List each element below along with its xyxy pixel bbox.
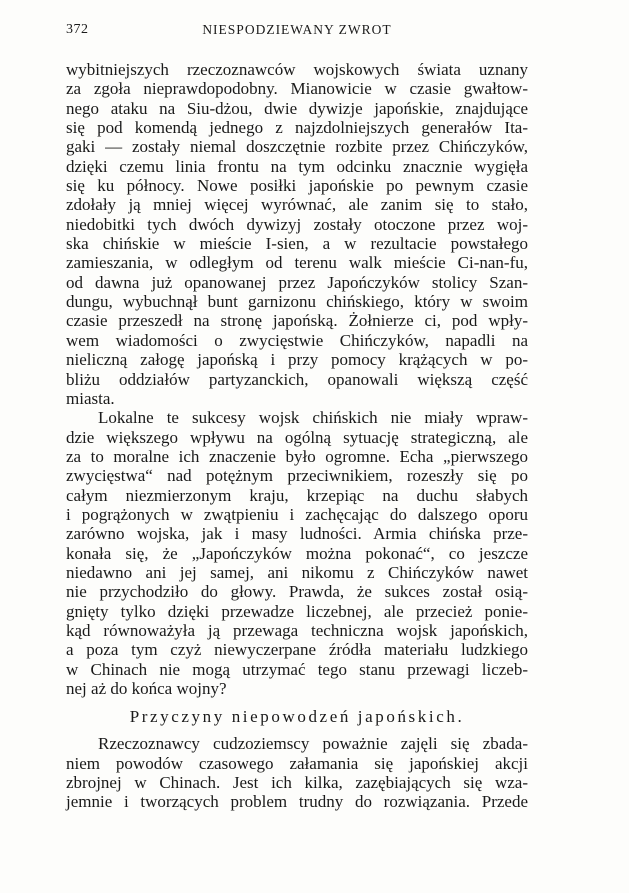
running-title: NIESPODZIEWANY ZWROT [202, 22, 392, 37]
text-line: zamieszania, w odległym od terenu walk mieście Ci-nan-fu, [66, 253, 528, 273]
text-line: od dawna już opanowanej przez Japończyków stolicy Szan- [66, 272, 528, 292]
running-head [66, 22, 528, 40]
text-line: niem powodów czasowego załamania się japońskiej akcji [66, 753, 528, 773]
text-line: jemnie i tworzących problem trudny do rozwiązania. Przede [66, 792, 528, 812]
text-line: zwycięstwa“ nad potężnym przeciwnikiem, rozeszły się po [66, 466, 528, 486]
text-line: konała się, że „Japończyków można pokonać“, co jeszcze [66, 543, 528, 563]
text-line: w Chinach nie mogą utrzymać tego stanu przewagi liczeb- [66, 659, 528, 679]
text-line: czasie przeszedł na stronę japońską. Żołnierze ci, pod wpły- [66, 311, 528, 331]
text-line: nieliczną załogę japońską i przy pomocy krążących w po- [66, 350, 528, 370]
text-line: nego ataku na Siu-dżou, dwie dywizje japońskie, znajdujące [66, 98, 528, 118]
text-line: kąd równoważyła ją przewaga techniczna wojsk japońskich, [66, 620, 528, 640]
text-line: nie przychodziło do głowy. Prawda, że sukces został osią- [66, 582, 528, 602]
text-line: dzięki czemu linia frontu na tym odcinku znacznie wygięła [66, 156, 528, 176]
text-line: niedobitki tych dwóch dywizyj zostały otoczone przez woj- [66, 214, 528, 234]
text-line: zarówno wojska, jak i masy ludności. Armia chińska prze- [66, 524, 528, 544]
section-heading: Przyczyny niepowodzeń japońskich. [129, 707, 465, 727]
text-line: miasta. [66, 388, 115, 408]
text-line: za zgoła nieprawdopodobny. Mianowicie w czasie gwałtow- [66, 79, 528, 99]
text-line: ska chińskie w mieście I-sien, a w rezultacie powstałego [66, 234, 528, 254]
text-line: całym niezmierzonym kraju, krzepiąc na duchu słabych [66, 485, 528, 505]
text-line: dzie większego wpływu na ogólną sytuację strategiczną, ale [66, 427, 528, 447]
text-line: gnięty tylko dzięki przewadze liczebnej, ale przecież ponie- [66, 601, 528, 621]
text-line: wybitniejszych rzeczoznawców wojskowych świata uznany [66, 60, 528, 79]
text-line: dungu, wybuchnął bunt garnizonu chińskiego, który w swoim [66, 292, 528, 312]
text-line: Rzeczoznawcy cudzoziemscy poważnie zajęli się zbada- [98, 734, 528, 754]
text-line: niedawno ani jej samej, ani nikomu z Chińczyków nawet [66, 562, 528, 582]
text-line: gaki — zostały niemal doszczętnie rozbite przez Chińczyków, [66, 137, 528, 157]
text-line: a poza tym czyż niewyczerpane źródła materiału ludzkiego [66, 640, 528, 660]
paragraph-3 [66, 734, 528, 811]
text-line: wem wiadomości o zwycięstwie Chińczyków, napadli na [66, 330, 528, 350]
text-line: się ku północy. Nowe posiłki japońskie po pewnym czasie [66, 176, 528, 196]
text-line: bliżu oddziałów partyzanckich, opanowali większą część [66, 369, 528, 389]
paragraph-2 [66, 408, 528, 698]
text-line: zbrojnej w Chinach. Jest ich kilka, zazębiających się wza- [66, 773, 528, 793]
text-line: się pod komendą jednego z najzdolniejszych generałów Ita- [66, 118, 528, 138]
text-line: i pogrążonych w zwątpieniu i zachęcając do dalszego oporu [66, 504, 528, 524]
text-line: zdołały ją mniej więcej wyrównać, ale zanim się to stało, [66, 195, 528, 215]
text-line: Lokalne te sukcesy wojsk chińskich nie miały wpraw- [98, 408, 528, 428]
text-line: za to moralne ich znaczenie było ogromne. Echa „pierwszego [66, 446, 528, 466]
paragraph-1 [66, 60, 528, 408]
body-text [66, 60, 528, 812]
text-line: nej aż do końca wojny? [66, 679, 227, 698]
page-number: 372 [66, 22, 89, 37]
